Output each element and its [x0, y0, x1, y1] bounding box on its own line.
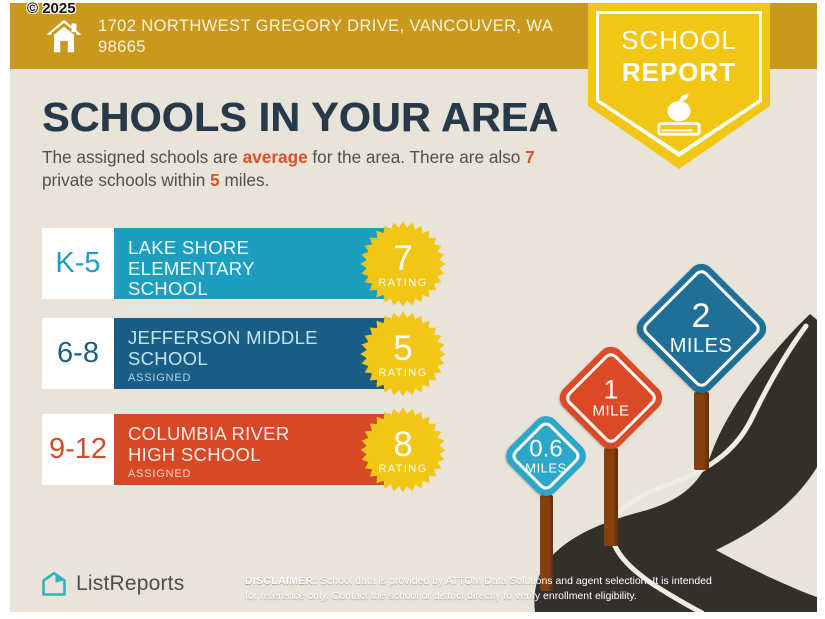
ribbon-line1: SCHOOL: [621, 25, 737, 55]
rating-value: 8: [393, 425, 413, 464]
school-bar: [114, 414, 390, 485]
home-icon: [44, 16, 84, 56]
rating-badge: [360, 407, 446, 493]
rating-value: 7: [393, 239, 413, 278]
disclaimer-label: DISCLAIMER:: [245, 575, 318, 587]
rating-badge: [360, 221, 446, 307]
apple-books-icon: [650, 91, 708, 139]
copyright-notice: © 2025: [27, 0, 76, 17]
school-name: JEFFERSON MIDDLE SCHOOL: [128, 327, 318, 369]
page-subtitle: [42, 146, 590, 192]
sign-distance-unit: MILE: [592, 402, 630, 420]
page-background: [10, 3, 817, 612]
scene: [10, 3, 817, 612]
subtitle-accent: average: [242, 147, 308, 167]
school-report-ribbon: [588, 3, 770, 169]
school-name: LAKE SHORE ELEMENTARY SCHOOL: [128, 237, 255, 300]
disclaimer: [245, 574, 715, 603]
subtitle-segment: miles.: [219, 169, 270, 190]
property-address: 1702 NORTHWEST GREGORY DRIVE, VANCOUVER, WA 98665: [98, 17, 553, 57]
subtitle-accent: 5: [210, 169, 220, 190]
school-name: COLUMBIA RIVER HIGH SCHOOL: [128, 423, 290, 465]
disclaimer-text: School data is provided by ATTOM Data Solutions and agent selection. It is intended for reference only. Contact the school or district directly to verify enrollment eligibility.: [245, 575, 712, 602]
rating-value: 5: [393, 329, 413, 368]
assigned-tag: ASSIGNED: [128, 303, 192, 316]
sign-post: [694, 392, 709, 470]
school-row: [42, 228, 428, 316]
sign-post: [604, 448, 618, 546]
subtitle-accent: 7: [525, 147, 535, 167]
subtitle-segment: The assigned schools are: [42, 147, 243, 167]
assigned-tag: ASSIGNED: [128, 468, 192, 481]
brand-name: ListReports: [76, 572, 185, 595]
rating-label: RATING: [378, 367, 428, 379]
rating-label: RATING: [378, 463, 428, 475]
subtitle-segment: for the area. There are also: [307, 147, 526, 167]
listreports-brand: [40, 570, 184, 598]
sign-distance-value: 2: [691, 297, 711, 336]
rating-label: RATING: [378, 277, 428, 289]
sign-distance-unit: MILES: [525, 460, 567, 476]
sign-distance-value: 1: [603, 374, 619, 405]
ribbon-line2: REPORT: [621, 57, 737, 87]
grade-range: K-5: [42, 228, 114, 299]
school-bar: [114, 318, 390, 389]
rating-badge: [360, 311, 446, 397]
assigned-tag: ASSIGNED: [128, 372, 192, 385]
grade-range: 9-12: [42, 414, 114, 485]
grade-range: 6-8: [42, 318, 114, 389]
listreports-logo-icon: [40, 570, 68, 598]
sign-distance-unit: MILES: [669, 334, 733, 357]
sign-distance-value: 0.6: [529, 435, 563, 463]
subtitle-segment: private schools within: [42, 169, 211, 190]
school-bar: [114, 228, 390, 316]
school-row: [42, 318, 428, 389]
school-row: [42, 414, 428, 485]
page-title: SCHOOLS IN YOUR AREA: [42, 94, 559, 140]
